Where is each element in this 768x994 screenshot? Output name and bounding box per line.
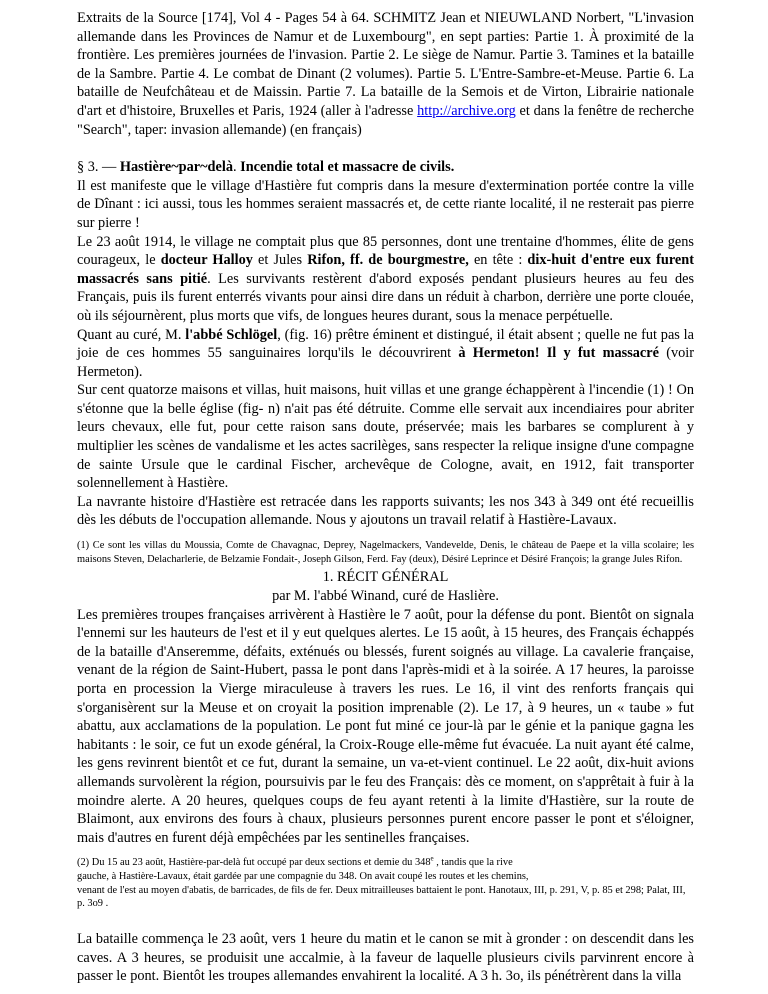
p3-text-e: (voir Hermeton).	[77, 345, 694, 380]
document-page	[77, 9, 694, 986]
p3-bold-hermeton: à Hermeton! Il y fut massacré	[458, 345, 659, 362]
p2-text-c: et Jules	[252, 252, 308, 269]
recit-author: par M. l'abbé Winand, curé de Haslière.	[272, 588, 499, 605]
section-separator: .	[232, 159, 241, 176]
paragraph-7: La bataille commença le 23 août, vers 1 heure du matin et le canon se mit à gronder : on descendit dans les caves. A 3 heures, se produisit une accalmie, à la faveur de laquelle plusieurs civils parvinrent encore à passer le pont. Bientôt les troupes allemandes envahirent la localité. A 3 h. 3o, ils pénétrèrent dans la villa	[77, 931, 694, 985]
section-title: Hastière~par~delà	[119, 159, 233, 176]
fn2-line2: gauche, à Hastière-Lavaux, était gardée par une compagnie du 348. On avait coupé les routes et les chemins,	[77, 871, 529, 883]
paragraph-4: Sur cent quatorze maisons et villas, huit maisons, huit villas et une grange échappèrent à l'incendie (1) ! On s'étonne que la belle église (fig- n) n'ait pas été détruite. Comme elle servait aux incendiaires pour abriter leurs chevaux, elle fut, pour cette raison sans doute, préservée; mais les barbares se complurent à y multiplier les scènes de vandalisme et les actes sacrilèges, sans respecter la relique insigne d'une compagne de sainte Ursule que le cardinal Fischer, archevêque de Cologne, avait, en 1912, fait transporter solennellement à Hastière.	[77, 382, 694, 492]
section-heading	[77, 158, 694, 177]
paragraph-2	[77, 233, 694, 326]
paragraph-5: La navrante histoire d'Hastière est retracée dans les rapports suivants; les nos 343 à 349 ont été recueillis dès les débuts de l'occupation allemande. Nous y ajoutons un travail relatif à Hastière-Lavaux.	[77, 493, 694, 529]
footnote-1: (1) Ce sont les villas du Moussia, Comte de Chavagnac, Deprey, Nagelmackers, Vandevelde, Denis, le château de Paepe et la villa scolaire; les maisons Steven, Delacharlerie, de Belzamie Fondait-, Joseph Gilson, Ferd. Fay (deux), Désiré Leprince et Désiré François; la grange Jules Rifon.	[77, 540, 694, 565]
section-subtitle: Incendie total et massacre de civils.	[240, 159, 455, 176]
intro-text: Extraits de la Source [174], Vol 4 - Pages 54 à 64. SCHMITZ Jean et NIEUWLAND Norbert, "L'invasion allemande dans les Provinces de Namur et de Luxembourg", en sept parties: Partie 1. À proximité de la frontière. Les premières journées de l'invasion. Partie 2. Le siège de Namur. Partie 3. Tamines et la bataille de la Sambre. Partie 4. Le combat de Dinant (2 volumes). Partie 5. L'Entre-Sambre-et-Meuse. Partie 6. La bataille de Neufchâteau et de Maissin. Partie 7. La bataille de la Semois et de Virton, Librairie nationale d'art et d'histoire, Bruxelles et Paris, 1924 (aller à l'adresse	[77, 10, 694, 119]
archive-link[interactable]: http://archive.org	[417, 102, 516, 119]
p2-bold-rifon: Rifon, ff. de bourgmestre,	[307, 252, 469, 269]
section-number: § 3. —	[77, 159, 120, 176]
fn2-sup: e	[430, 854, 434, 863]
intro-paragraph	[77, 9, 694, 139]
p2-text-e: en tête :	[468, 252, 528, 269]
fn2-line1-end: , tandis que la rive	[433, 857, 513, 869]
p2-bold-massacre: dix-huit d'entre eux furent massacrés sans pitié	[77, 252, 694, 287]
fn2-line3: venant de l'est au moyen d'abatis, de barricades, de fils de fer. Deux mitrailleuses battaient le pont. Hanotaux, III, p. 291, V, p. 85 et 298; Palat, III, p. 3o9 .	[77, 884, 686, 910]
p3-bold-abbe: l'abbé Schlögel	[185, 326, 278, 343]
paragraph-3	[77, 326, 694, 382]
footnote-2	[77, 856, 694, 911]
paragraph-6: Les premières troupes françaises arrivèrent à Hastière le 7 août, pour la défense du pont. Bientôt on signala l'ennemi sur les hauteurs de l'est et il y eut quelques alertes. Le 15 août, à 15 heures, des Français échappés de la bataille d'Anseremme, défaits, exténués ou blessés, furent soignés au village. La cavalerie française, venant de la région de Saint-Hubert, passa le pont dans l'après-midi et à la soirée. A 17 heures, la paroisse porta en procession la Vierge miraculeuse à travers les rues. Le 16, il vint des renforts français qui s'organisèrent sur la Meuse et on croyait la position imprenable (2). Le 17, à 9 heures, un « taube » fut abattu, aux acclamations de la population. Le pont fut miné ce jour-là par le génie et la panique gagna les habitants : le soir, ce fut un exode général, la Croix-Rouge elle-même fut évacuée. La nuit ayant été calme, les gens revinrent bientôt et ce fut, durant la semaine, un va-et-vient continuel. Le 22 août, dix-huit avions allemands survolèrent la région, poursuivis par le feu des Français: dès ce moment, on s'apprêtait à fuir à la moindre alerte. A 20 heures, quelques coups de feu ayant retenti à la limite d'Hastière, sur la route de Blaimont, aux environs des fours à chaux, plusieurs personnes purent encore passer le pont et s'éloigner, mais d'autres en furent déjà empêchées par les sentinelles françaises.	[77, 606, 694, 846]
paragraph-1: Il est manifeste que le village d'Hastière fut compris dans la mesure d'extermination portée contre la ville de Dînant : ici aussi, tous les hommes seraient massacrés et, de cette riante localité, il ne resterait pas pierre sur pierre !	[77, 177, 694, 231]
recit-title: 1. RÉCIT GÉNÉRAL	[322, 569, 449, 586]
p2-text-g: . Les survivants restèrent d'abord exposés pendant plusieurs heures au feu des Français, puis ils furent enterrés vivants pour ainsi dire dans un réduit à charbon, derrière une porte clouée, où ils séjournèrent, plus morts que vifs, de longues heures durant, sous la menace perpétuelle.	[77, 270, 695, 324]
fn2-line1: (2) Du 15 au 23 août, Hastière-par-delà fut occupé par deux sections et demie du 348	[77, 857, 431, 869]
p2-bold-halloy: docteur Halloy	[160, 252, 253, 269]
p3-text-c: , (fig. 16) prêtre éminent et distingué, il était absent ; quelle ne fut pas la joie de ces hommes 55 sanguinaires lorqu'ils le découvrirent	[77, 326, 694, 362]
intro-text-end: et dans la fenêtre de recherche "Search", taper: invasion allemande) (en français)	[77, 102, 694, 138]
p2-text-a: Le 23 août 1914, le village ne comptait plus que 85 personnes, dont une trentaine d'hommes, élite de gens courageux, le	[77, 233, 694, 269]
p3-text-a: Quant au curé, M.	[77, 326, 186, 343]
